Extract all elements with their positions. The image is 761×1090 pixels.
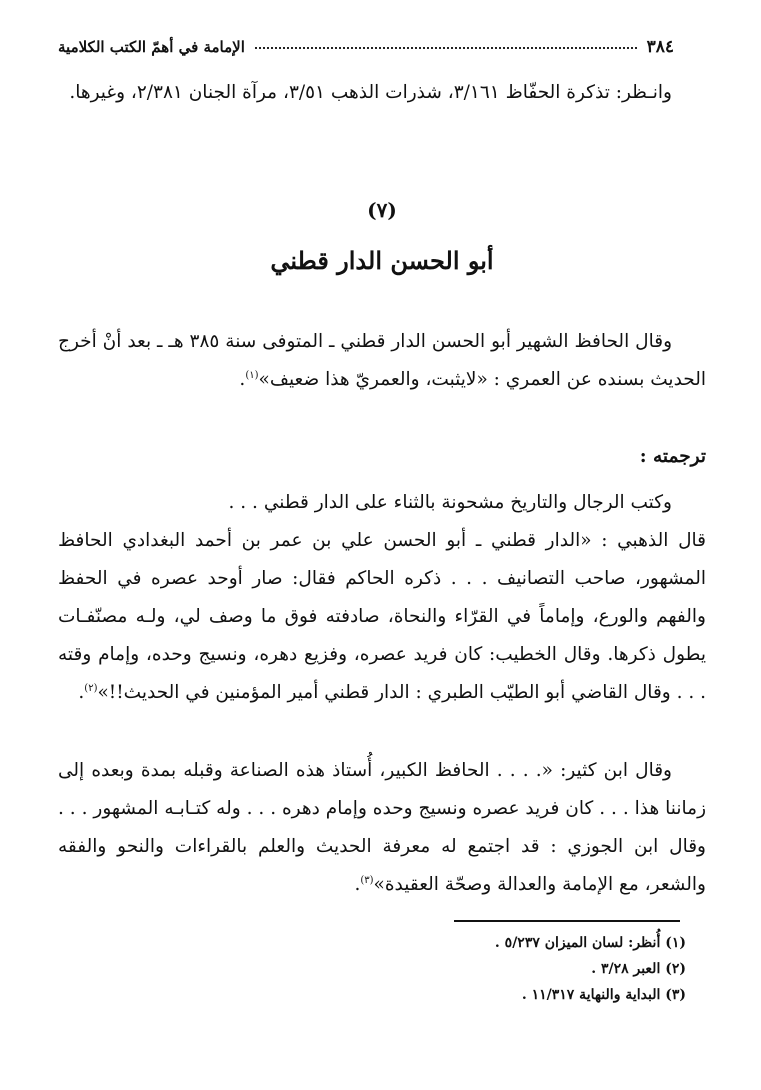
running-header bbox=[58, 30, 706, 64]
footnote-ref-1[interactable]: (١) bbox=[245, 369, 259, 381]
footnote-1: (١) أُنظر: لسان الميزان ٥/٢٣٧ . bbox=[494, 935, 686, 951]
intro-paragraph bbox=[58, 323, 706, 399]
continuation-text: وانـظر: تذكرة الحفّاظ ٣/١٦١، شذرات الذهب ٣/٥١، مرآة الجنان ٢/٣٨١، وغيرها. bbox=[69, 82, 672, 103]
biography-paragraph-3 bbox=[58, 752, 706, 904]
biography-p3-end: . bbox=[354, 874, 361, 895]
previous-footnote-continuation bbox=[58, 74, 706, 112]
page-number: ٣٨٤ bbox=[646, 37, 674, 57]
biography-p1-text: وكتب الرجال والتاريخ مشحونة بالثناء على الدار قطني . . . bbox=[228, 492, 672, 513]
biography-paragraph-1 bbox=[58, 484, 706, 522]
intro-end: . bbox=[239, 369, 246, 390]
footnote-3: (٣) البداية والنهاية ١١/٣١٧ . bbox=[521, 987, 686, 1003]
footnote-ref-3[interactable]: (٣) bbox=[360, 874, 374, 886]
book-page bbox=[58, 0, 706, 1090]
footnote-2: (٢) العبر ٣/٢٨ . bbox=[591, 961, 686, 977]
biography-p2-end: . bbox=[78, 682, 85, 703]
intro-text: وقال الحافظ الشهير أبو الحسن الدار قطني ـ المتوفى سنة ٣٨٥ هـ ـ بعد أنْ أخرج الحديث بسنده عن العمري : «لايثبت، والعمريّ هذا ضعيف» bbox=[58, 331, 706, 390]
footnote-ref-2[interactable]: (٢) bbox=[84, 682, 98, 694]
section-title: أبو الحسن الدار قطني bbox=[270, 246, 494, 275]
running-title: الإمامة في أهمّ الكتب الكلامية bbox=[58, 38, 245, 56]
biography-p2-text: قال الذهبي : «الدار قطني ـ أبو الحسن علي بن عمر بن أحمد البغدادي الحافظ المشهور، صاحب التصانيف . . . ذكره الحاكم فقال: صار أوحد عصره في الحفظ والفهم والورع، وإماماً في القرّاء والنحاة، صادفته فوق ما وصف لي، ولـه مصنّفـات يطول ذكرها. وقال الخطيب: كان فريد عصره، وفزيع دهره، ونسيج وحده، وإمام وقته . . . وقال القاضي أبو الطيّب الطبري : الدار قطني أمير المؤمنين في الحديث!!» bbox=[58, 530, 706, 703]
footnote-separator bbox=[454, 920, 680, 922]
biography-paragraph-2 bbox=[58, 522, 706, 712]
section-number: (٧) bbox=[367, 198, 397, 222]
biography-heading: ترجمته : bbox=[639, 446, 706, 467]
header-leader-dots bbox=[255, 37, 637, 49]
footnotes bbox=[495, 930, 686, 1008]
biography-p3-text: وقال ابن كثير: «. . . . الحافظ الكبير، أُستاذ هذه الصناعة وقبله بمدة وبعده إلى زماننا هذا . . . كان فريد عصره ونسيج وحده وإمام دهره . . . وله كتـابـه المشهور . . . وقال ابن الجوزي : قد اجتمع له معرفة الحديث والعلم بالقراءات والنحو والفقه والشعر، مع الإمامة والعدالة وصحّة العقيدة» bbox=[58, 760, 706, 895]
